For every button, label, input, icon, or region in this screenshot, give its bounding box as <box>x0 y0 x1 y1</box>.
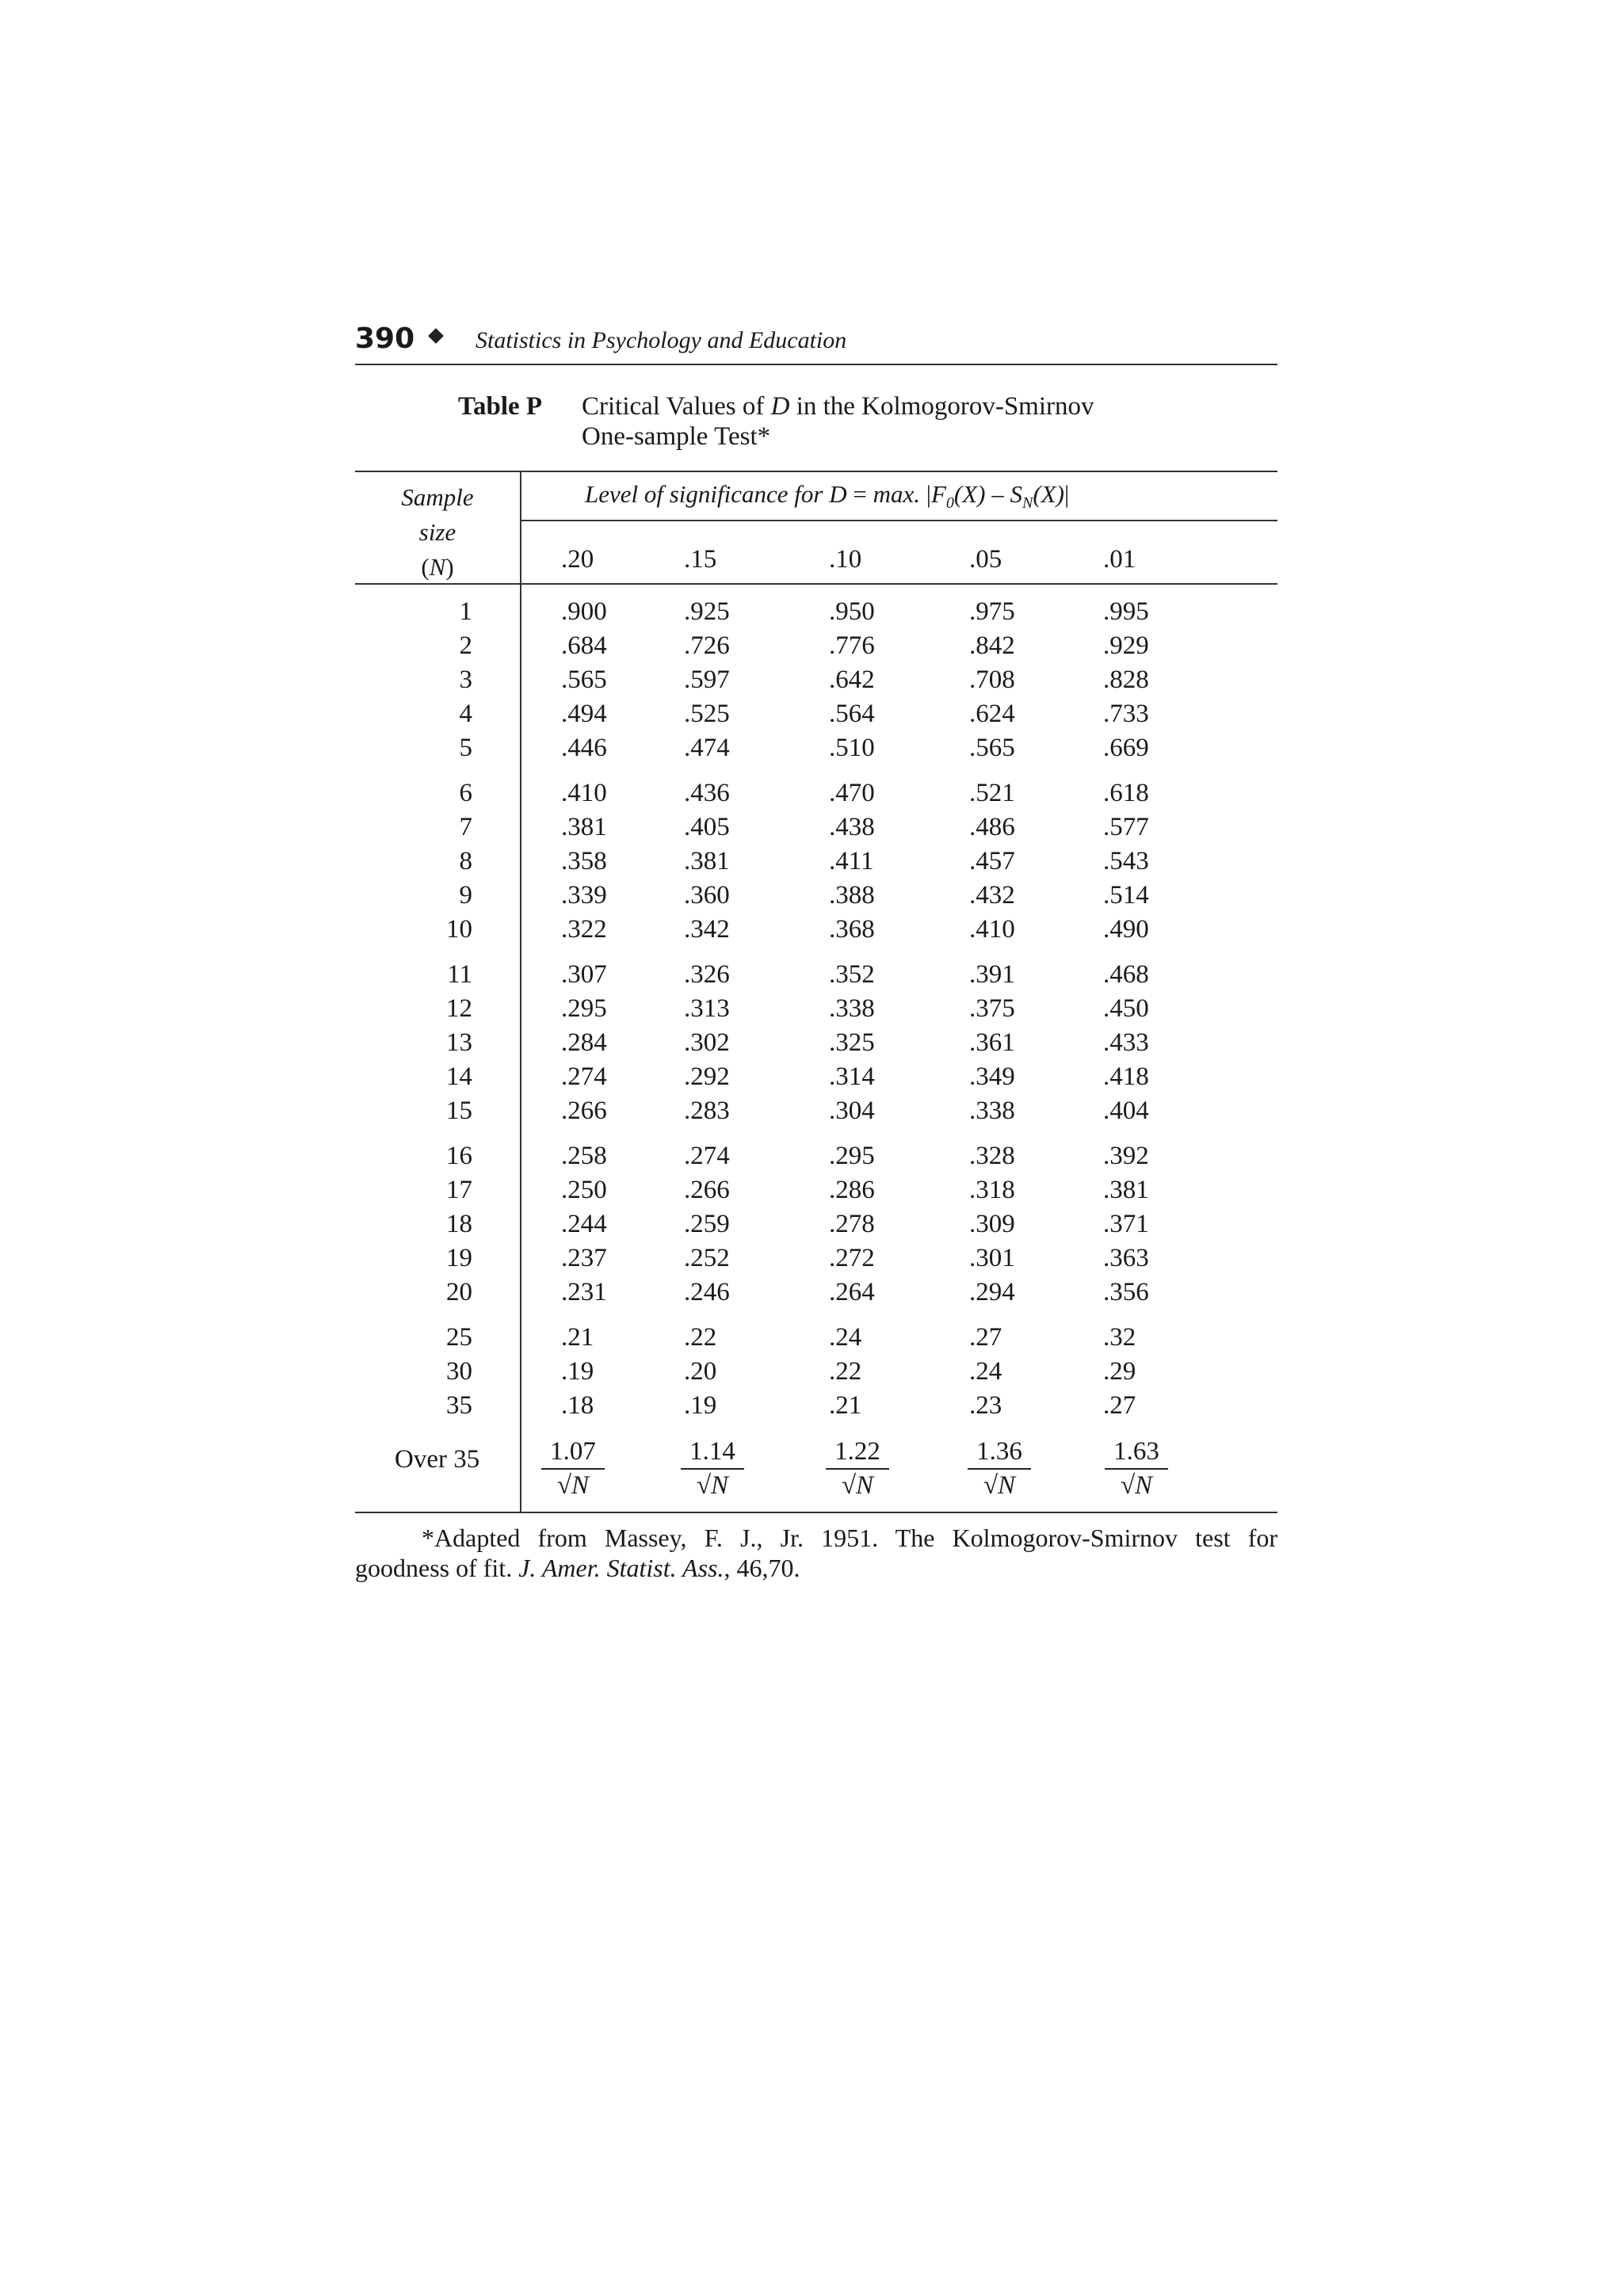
critical-value-cell: .322 <box>561 915 607 944</box>
column-header: .15 <box>684 545 717 574</box>
sample-size-cell: 9 <box>459 881 472 910</box>
critical-value-cell: .776 <box>829 631 875 660</box>
critical-value-cell: .24 <box>969 1357 1002 1386</box>
critical-value-cell: .624 <box>969 700 1015 728</box>
critical-value-cell: .733 <box>1103 700 1149 728</box>
critical-value-cell: .292 <box>684 1062 730 1091</box>
sample-size-cell: 8 <box>459 847 472 875</box>
critical-value-cell: .360 <box>684 881 730 910</box>
critical-value-cell: .231 <box>561 1278 607 1306</box>
critical-value-cell: .975 <box>969 597 1015 626</box>
critical-value-cell: .642 <box>829 666 875 694</box>
critical-value-cell: .21 <box>561 1323 594 1352</box>
critical-value-cell: .457 <box>969 847 1015 875</box>
critical-value-cell: .432 <box>969 881 1015 910</box>
sample-size-cell: 25 <box>446 1323 472 1352</box>
footnote-line-2-end: , 46,70. <box>724 1554 800 1582</box>
stub-divider <box>520 472 521 1512</box>
formula-numerator: 1.63 <box>1105 1437 1168 1470</box>
critical-value-cell: .328 <box>969 1142 1015 1170</box>
sample-size-cell: 30 <box>446 1357 472 1386</box>
column-header: .20 <box>561 545 594 574</box>
asymptotic-formula-cell <box>1105 1437 1168 1501</box>
critical-value-cell: .995 <box>1103 597 1149 626</box>
critical-value-cell: .438 <box>829 813 875 841</box>
critical-value-cell: .577 <box>1103 813 1149 841</box>
critical-value-cell: .284 <box>561 1028 607 1057</box>
sample-size-cell: 19 <box>446 1244 472 1272</box>
critical-value-cell: .358 <box>561 847 607 875</box>
critical-value-cell: .338 <box>969 1097 1015 1125</box>
critical-value-cell: .24 <box>829 1323 862 1352</box>
critical-value-cell: .313 <box>684 994 730 1023</box>
critical-values-table <box>355 471 1277 1513</box>
spanner-rule <box>520 520 1277 521</box>
stub-head <box>355 480 520 585</box>
critical-value-cell: .237 <box>561 1244 607 1272</box>
sample-size-cell: 2 <box>459 631 472 660</box>
critical-value-cell: .266 <box>684 1176 730 1204</box>
critical-value-cell: .368 <box>829 915 875 944</box>
critical-value-cell: .356 <box>1103 1278 1149 1306</box>
critical-value-cell: .521 <box>969 779 1015 807</box>
critical-value-cell: .363 <box>1103 1244 1149 1272</box>
sample-size-cell: 13 <box>446 1028 472 1057</box>
critical-value-cell: .543 <box>1103 847 1149 875</box>
critical-value-cell: .264 <box>829 1278 875 1306</box>
asymptotic-formula-cell <box>541 1437 605 1501</box>
critical-value-cell: .304 <box>829 1097 875 1125</box>
critical-value-cell: .22 <box>829 1357 862 1386</box>
spanner-heading: Level of significance for D = max. $|F_0(X) - S_N(X)|$ <box>585 480 1070 513</box>
sample-size-cell: 17 <box>446 1176 472 1204</box>
critical-value-cell: .27 <box>1103 1391 1136 1420</box>
critical-value-cell: .294 <box>969 1278 1015 1306</box>
critical-value-cell: .391 <box>969 960 1015 989</box>
table-caption <box>458 391 1094 452</box>
critical-value-cell: .405 <box>684 813 730 841</box>
stub-head-line-2: size <box>418 518 456 546</box>
sample-size-cell: 6 <box>459 779 472 807</box>
sample-size-cell: 11 <box>447 960 472 989</box>
critical-value-cell: .381 <box>684 847 730 875</box>
footnote-journal: J. Amer. Statist. Ass. <box>518 1554 724 1582</box>
critical-value-cell: .250 <box>561 1176 607 1204</box>
formula-denominator: √N <box>696 1471 729 1500</box>
column-header: .01 <box>1103 545 1136 574</box>
page-number: 390 <box>355 322 415 355</box>
sample-size-cell: 15 <box>446 1097 472 1125</box>
critical-value-cell: .29 <box>1103 1357 1136 1386</box>
critical-value-cell: .474 <box>684 734 730 762</box>
critical-value-cell: .410 <box>561 779 607 807</box>
critical-value-cell: .278 <box>829 1210 875 1238</box>
critical-value-cell: .410 <box>969 915 1015 944</box>
critical-value-cell: .564 <box>829 700 875 728</box>
critical-value-cell: .494 <box>561 700 607 728</box>
critical-value-cell: .20 <box>684 1357 717 1386</box>
footnote-line-1: *Adapted from Massey, F. J., Jr. 1951. The Kolmogorov-Smirnov test for <box>422 1524 1277 1552</box>
caption-line-2: One-sample Test* <box>582 422 771 451</box>
critical-value-cell: .361 <box>969 1028 1015 1057</box>
table-label: Table P <box>458 392 543 421</box>
formula-denominator: √N <box>841 1471 874 1500</box>
critical-value-cell: .684 <box>561 631 607 660</box>
critical-value-cell: .470 <box>829 779 875 807</box>
sample-size-cell: 12 <box>446 994 472 1023</box>
critical-value-cell: .244 <box>561 1210 607 1238</box>
footnote-line-2 <box>355 1553 1277 1583</box>
critical-value-cell: .597 <box>684 666 730 694</box>
critical-value-cell: .388 <box>829 881 875 910</box>
sample-size-cell: 18 <box>446 1210 472 1238</box>
running-head <box>355 321 1277 365</box>
critical-value-cell: .314 <box>829 1062 875 1091</box>
critical-value-cell: .302 <box>684 1028 730 1057</box>
critical-value-cell: .929 <box>1103 631 1149 660</box>
critical-value-cell: .283 <box>684 1097 730 1125</box>
critical-value-cell: .342 <box>684 915 730 944</box>
formula-denominator: √N <box>983 1471 1016 1500</box>
critical-value-cell: .258 <box>561 1142 607 1170</box>
critical-value-cell: .669 <box>1103 734 1149 762</box>
critical-value-cell: .486 <box>969 813 1015 841</box>
critical-value-cell: .375 <box>969 994 1015 1023</box>
formula-numerator: 1.07 <box>541 1437 605 1470</box>
critical-value-cell: .352 <box>829 960 875 989</box>
diamond-icon <box>428 328 444 344</box>
critical-value-cell: .19 <box>684 1391 717 1420</box>
critical-value-cell: .381 <box>1103 1176 1149 1204</box>
critical-value-cell: .318 <box>969 1176 1015 1204</box>
critical-value-cell: .565 <box>969 734 1015 762</box>
critical-value-cell: .392 <box>1103 1142 1149 1170</box>
caption-line-1: Critical Values of D in the Kolmogorov-Smirnov <box>582 392 1094 421</box>
critical-value-cell: .950 <box>829 597 875 626</box>
asymptotic-formula-cell <box>826 1437 889 1501</box>
critical-value-cell: .618 <box>1103 779 1149 807</box>
critical-value-cell: .22 <box>684 1323 717 1352</box>
formula-denominator: √N <box>1120 1471 1153 1500</box>
critical-value-cell: .274 <box>684 1142 730 1170</box>
critical-value-cell: .18 <box>561 1391 594 1420</box>
critical-value-cell: .565 <box>561 666 607 694</box>
critical-value-cell: .326 <box>684 960 730 989</box>
critical-value-cell: .450 <box>1103 994 1149 1023</box>
critical-value-cell: .295 <box>561 994 607 1023</box>
critical-value-cell: .514 <box>1103 881 1149 910</box>
stub-head-line-3: (N) <box>421 553 454 581</box>
over-35-label: Over 35 <box>395 1445 480 1474</box>
sample-size-cell: 4 <box>459 700 472 728</box>
critical-value-cell: .295 <box>829 1142 875 1170</box>
column-header: .05 <box>969 545 1002 574</box>
critical-value-cell: .27 <box>969 1323 1002 1352</box>
footnote-line-2-start: goodness of fit. <box>355 1554 519 1582</box>
sample-size-cell: 16 <box>446 1142 472 1170</box>
critical-value-cell: .900 <box>561 597 607 626</box>
critical-value-cell: .19 <box>561 1357 594 1386</box>
critical-value-cell: .726 <box>684 631 730 660</box>
sample-size-cell: 5 <box>459 734 472 762</box>
book-title: Statistics in Psychology and Education <box>475 327 847 353</box>
critical-value-cell: .433 <box>1103 1028 1149 1057</box>
asymptotic-formula-cell <box>681 1437 744 1501</box>
critical-value-cell: .338 <box>829 994 875 1023</box>
critical-value-cell: .274 <box>561 1062 607 1091</box>
critical-value-cell: .339 <box>561 881 607 910</box>
critical-value-cell: .418 <box>1103 1062 1149 1091</box>
critical-value-cell: .381 <box>561 813 607 841</box>
caption-text <box>582 391 1094 452</box>
formula-numerator: 1.14 <box>681 1437 744 1470</box>
critical-value-cell: .510 <box>829 734 875 762</box>
critical-value-cell: .371 <box>1103 1210 1149 1238</box>
critical-value-cell: .301 <box>969 1244 1015 1272</box>
critical-value-cell: .828 <box>1103 666 1149 694</box>
asymptotic-formula-cell <box>968 1437 1031 1501</box>
critical-value-cell: .349 <box>969 1062 1015 1091</box>
critical-value-cell: .32 <box>1103 1323 1136 1352</box>
critical-value-cell: .468 <box>1103 960 1149 989</box>
critical-value-cell: .272 <box>829 1244 875 1272</box>
critical-value-cell: .259 <box>684 1210 730 1238</box>
critical-value-cell: .436 <box>684 779 730 807</box>
critical-value-cell: .925 <box>684 597 730 626</box>
critical-value-cell: .411 <box>829 847 874 875</box>
sample-size-cell: 20 <box>446 1278 472 1306</box>
critical-value-cell: .325 <box>829 1028 875 1057</box>
critical-value-cell: .708 <box>969 666 1015 694</box>
formula-denominator: √N <box>556 1471 590 1500</box>
critical-value-cell: .286 <box>829 1176 875 1204</box>
column-header: .10 <box>829 545 862 574</box>
critical-value-cell: .842 <box>969 631 1015 660</box>
critical-value-cell: .309 <box>969 1210 1015 1238</box>
sample-size-cell: 3 <box>459 666 472 694</box>
sample-size-cell: 1 <box>459 597 472 626</box>
critical-value-cell: .252 <box>684 1244 730 1272</box>
sample-size-cell: 10 <box>446 915 472 944</box>
critical-value-cell: .266 <box>561 1097 607 1125</box>
critical-value-cell: .246 <box>684 1278 730 1306</box>
sample-size-cell: 14 <box>446 1062 472 1091</box>
critical-value-cell: .23 <box>969 1391 1002 1420</box>
critical-value-cell: .446 <box>561 734 607 762</box>
critical-value-cell: .307 <box>561 960 607 989</box>
formula-numerator: 1.36 <box>968 1437 1031 1470</box>
critical-value-cell: .21 <box>829 1391 862 1420</box>
formula-numerator: 1.22 <box>826 1437 889 1470</box>
sample-size-cell: 35 <box>446 1391 472 1420</box>
sample-size-cell: 7 <box>459 813 472 841</box>
footnote <box>355 1523 1277 1583</box>
critical-value-cell: .490 <box>1103 915 1149 944</box>
critical-value-cell: .525 <box>684 700 730 728</box>
stub-head-line-1: Sample <box>401 483 474 511</box>
critical-value-cell: .404 <box>1103 1097 1149 1125</box>
